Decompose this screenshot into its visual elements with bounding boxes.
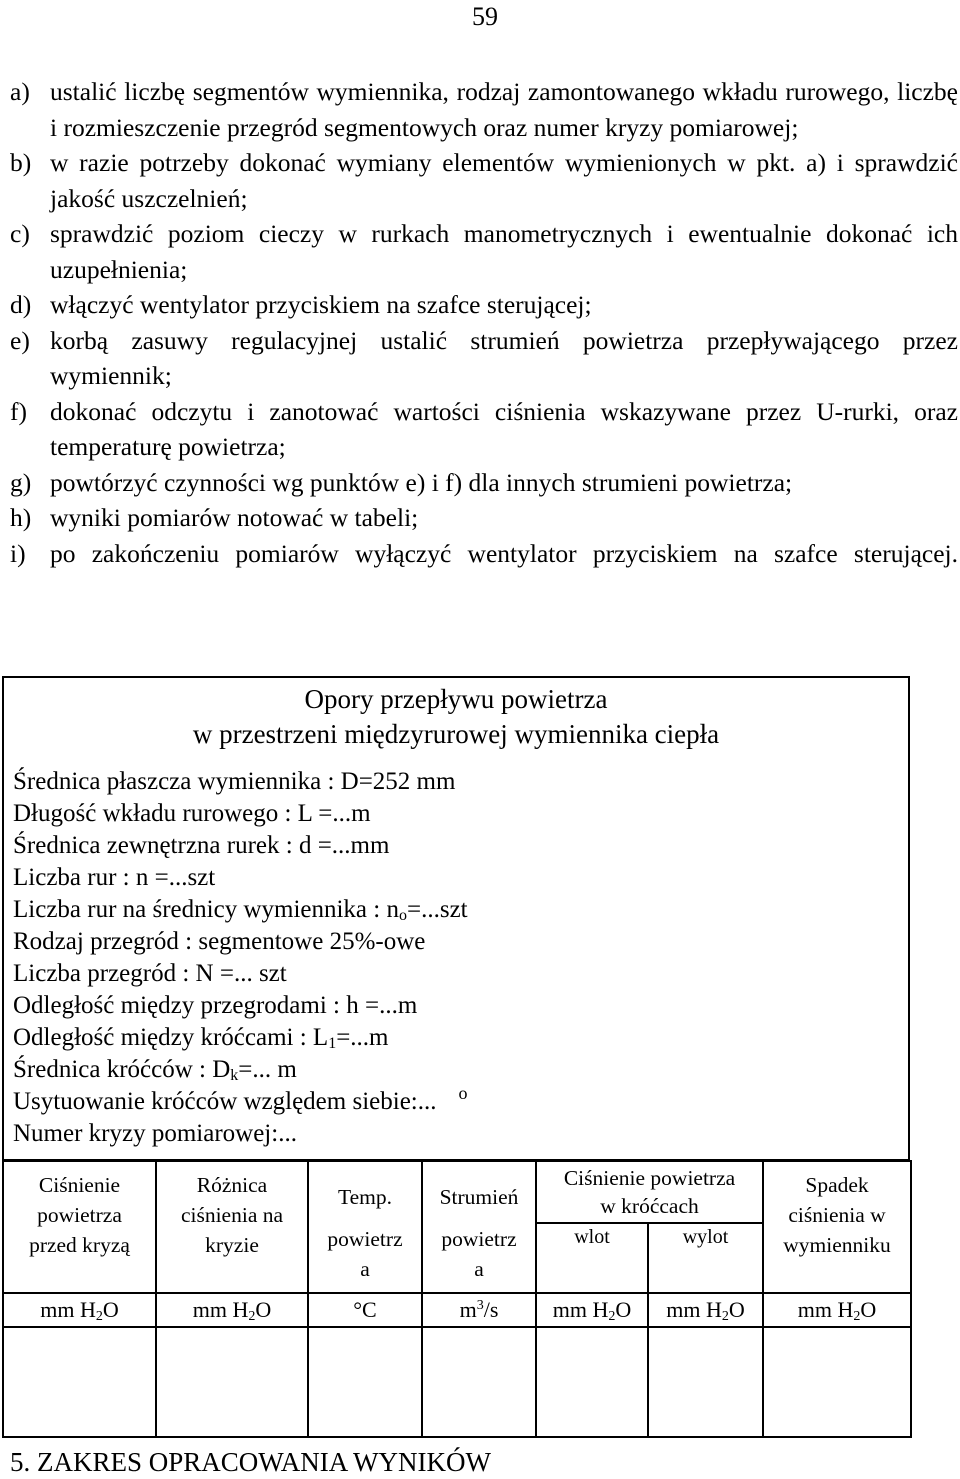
step-mark: e) bbox=[10, 325, 30, 355]
step-mark: d) bbox=[10, 290, 32, 319]
param-value: =... m bbox=[238, 1056, 297, 1083]
section-heading: 5. ZAKRES OPRACOWANIA WYNIKÓW bbox=[10, 1447, 491, 1477]
header-air-flow bbox=[422, 1161, 536, 1293]
param-value: =...m bbox=[336, 1024, 389, 1051]
param-baffle-count: Liczba przegród : N =... szt bbox=[13, 960, 287, 987]
step-mark: c) bbox=[10, 219, 30, 248]
header-pressure-drop bbox=[763, 1161, 911, 1293]
step-text: w razie potrzeby dokonać wymiany elementów wymienionych w pkt. a) i sprawdzić jakość uszczelnień; bbox=[50, 148, 958, 213]
param-nozzle-distance bbox=[13, 1022, 468, 1054]
unit-subscript: 2 bbox=[608, 1309, 616, 1324]
form-title bbox=[4, 682, 908, 752]
unit-text: O bbox=[615, 1297, 632, 1322]
header-line: wymienniku bbox=[783, 1233, 891, 1257]
unit-text: mm H bbox=[192, 1297, 249, 1322]
unit-text: O bbox=[728, 1297, 745, 1322]
header-line: powietrz bbox=[327, 1227, 403, 1251]
param-tube-count: Liczba rur : n =...szt bbox=[13, 864, 216, 891]
param-shell-diameter: Średnica płaszcza wymiennika : D=252 mm bbox=[13, 768, 456, 795]
header-line: powietrza bbox=[37, 1203, 122, 1227]
unit-text: O bbox=[102, 1297, 119, 1322]
step-mark: h) bbox=[10, 503, 32, 532]
step-text: po zakończeniu pomiarów wyłączyć wentylator przyciskiem na szafce sterującej. bbox=[50, 538, 958, 568]
step-b bbox=[10, 145, 958, 216]
data-cell[interactable] bbox=[422, 1327, 536, 1437]
param-value: =...szt bbox=[406, 896, 468, 923]
header-line: Ciśnienie powietrza bbox=[563, 1166, 736, 1190]
param-label: Liczba rur na średnicy wymiennika : n bbox=[13, 896, 399, 923]
data-cell[interactable] bbox=[648, 1327, 763, 1437]
unit-subscript: 2 bbox=[248, 1309, 256, 1324]
param-nozzle-orientation bbox=[13, 1083, 468, 1118]
measurement-form bbox=[2, 676, 910, 1161]
header-line: ciśnienia w bbox=[788, 1203, 886, 1227]
step-a bbox=[10, 74, 958, 145]
header-line: a bbox=[474, 1257, 484, 1281]
unit-text: m bbox=[459, 1297, 477, 1322]
header-orifice-pressure-diff bbox=[156, 1161, 308, 1293]
header-line: kryzie bbox=[205, 1233, 259, 1257]
unit-mm-h2o bbox=[156, 1293, 308, 1327]
unit-text: mm H bbox=[797, 1297, 854, 1322]
data-cell[interactable] bbox=[763, 1327, 911, 1437]
step-f bbox=[10, 394, 958, 465]
header-line: ciśnienia na bbox=[180, 1203, 284, 1227]
form-title-line2: w przestrzeni międzyrurowej wymiennika ciepła bbox=[192, 719, 720, 749]
header-line: Temp. bbox=[337, 1185, 393, 1209]
unit-mm-h2o bbox=[648, 1293, 763, 1327]
header-inlet: wlot bbox=[536, 1223, 648, 1293]
unit-subscript: 2 bbox=[95, 1309, 103, 1324]
step-text: włączyć wentylator przyciskiem na szafce sterującej; bbox=[50, 290, 592, 319]
param-baffle-spacing: Odległość między przegrodami : h =...m bbox=[13, 992, 418, 1019]
header-pressure-before-orifice bbox=[3, 1161, 156, 1293]
unit-subscript: 2 bbox=[853, 1309, 861, 1324]
param-tube-diameter: Średnica zewnętrzna rurek : d =...mm bbox=[13, 832, 390, 859]
unit-text: O bbox=[860, 1297, 877, 1322]
unit-mm-h2o bbox=[536, 1293, 648, 1327]
header-line: powietrz bbox=[441, 1227, 517, 1251]
header-line: Ciśnienie bbox=[38, 1173, 121, 1197]
step-mark: i) bbox=[10, 538, 26, 568]
param-baffle-type: Rodzaj przegród : segmentowe 25%-owe bbox=[13, 928, 426, 955]
unit-text: mm H bbox=[666, 1297, 722, 1322]
param-subscript: o bbox=[398, 907, 407, 924]
form-title-line1: Opory przepływu powietrza bbox=[304, 684, 608, 714]
data-cell[interactable] bbox=[156, 1327, 308, 1437]
step-mark: f) bbox=[10, 396, 27, 426]
unit-superscript: 3 bbox=[476, 1298, 484, 1313]
param-label: Odległość między króćcami : L bbox=[13, 1024, 329, 1051]
header-line: Strumień bbox=[439, 1185, 519, 1209]
step-text: korbą zasuwy regulacyjnej ustalić strumień powietrza przepływającego przez wymiennik; bbox=[50, 325, 958, 390]
unit-subscript: 2 bbox=[721, 1309, 729, 1324]
param-subscript: k bbox=[230, 1067, 239, 1084]
header-line: Różnica bbox=[196, 1173, 268, 1197]
step-c bbox=[10, 216, 958, 287]
exchanger-parameters bbox=[13, 766, 468, 1150]
degree-mark: o bbox=[458, 1083, 468, 1103]
step-text: sprawdzić poziom cieczy w rurkach manometrycznych i ewentualnie dokonać ich uzupełnienia; bbox=[50, 219, 958, 284]
table-data-row bbox=[3, 1327, 911, 1437]
header-nozzle-pressure bbox=[536, 1161, 763, 1223]
data-cell[interactable] bbox=[308, 1327, 422, 1437]
param-orifice-number: Numer kryzy pomiarowej:... bbox=[13, 1120, 297, 1147]
param-nozzle-diameter bbox=[13, 1054, 468, 1086]
step-g bbox=[10, 465, 958, 501]
page-number: 59 bbox=[472, 2, 498, 31]
unit-mm-h2o bbox=[763, 1293, 911, 1327]
header-outlet: wylot bbox=[648, 1223, 763, 1293]
step-text: dokonać odczytu i zanotować wartości ciśnienia wskazywane przez U-rurki, oraz temperaturę powietrza; bbox=[50, 396, 958, 461]
header-line: a bbox=[360, 1257, 370, 1281]
unit-text: O bbox=[255, 1297, 272, 1322]
data-cell[interactable] bbox=[536, 1327, 648, 1437]
step-text: powtórzyć czynności wg punktów e) i f) dla innych strumieni powietrza; bbox=[50, 467, 793, 497]
header-line: przed kryzą bbox=[29, 1233, 130, 1257]
param-insert-length: Długość wkładu rurowego : L =...m bbox=[13, 800, 371, 827]
step-mark: g) bbox=[10, 467, 32, 497]
header-line: Spadek bbox=[805, 1173, 869, 1197]
unit-text: mm H bbox=[40, 1297, 96, 1322]
step-text: ustalić liczbę segmentów wymiennika, rodzaj zamontowanego wkładu rurowego, liczbę i rozmieszczenie przegród segmentowych oraz numer kryzy pomiarowej; bbox=[50, 77, 958, 142]
step-h bbox=[10, 500, 958, 536]
header-air-temperature bbox=[308, 1161, 422, 1293]
unit-m3-per-s bbox=[422, 1293, 536, 1327]
step-mark: b) bbox=[10, 148, 32, 177]
step-i bbox=[10, 536, 958, 572]
step-mark: a) bbox=[10, 77, 30, 106]
param-subscript: 1 bbox=[328, 1035, 337, 1052]
param-label: Usytuowanie króćców względem siebie:... bbox=[13, 1088, 437, 1115]
unit-celsius: °C bbox=[308, 1293, 422, 1327]
data-cell[interactable] bbox=[3, 1327, 156, 1437]
param-label: Średnica króćców : D bbox=[13, 1056, 231, 1083]
param-tubes-on-diameter bbox=[13, 894, 468, 926]
step-d bbox=[10, 287, 958, 323]
procedure-steps bbox=[10, 74, 958, 571]
table-units-row bbox=[3, 1293, 911, 1327]
unit-text: mm H bbox=[552, 1297, 609, 1322]
step-text: wyniki pomiarów notować w tabeli; bbox=[50, 503, 419, 532]
unit-text: /s bbox=[483, 1297, 499, 1322]
unit-mm-h2o bbox=[3, 1293, 156, 1327]
header-line: w króćcach bbox=[600, 1194, 699, 1218]
step-e bbox=[10, 323, 958, 394]
measurement-table bbox=[2, 1160, 912, 1438]
table-header-row bbox=[3, 1161, 911, 1223]
